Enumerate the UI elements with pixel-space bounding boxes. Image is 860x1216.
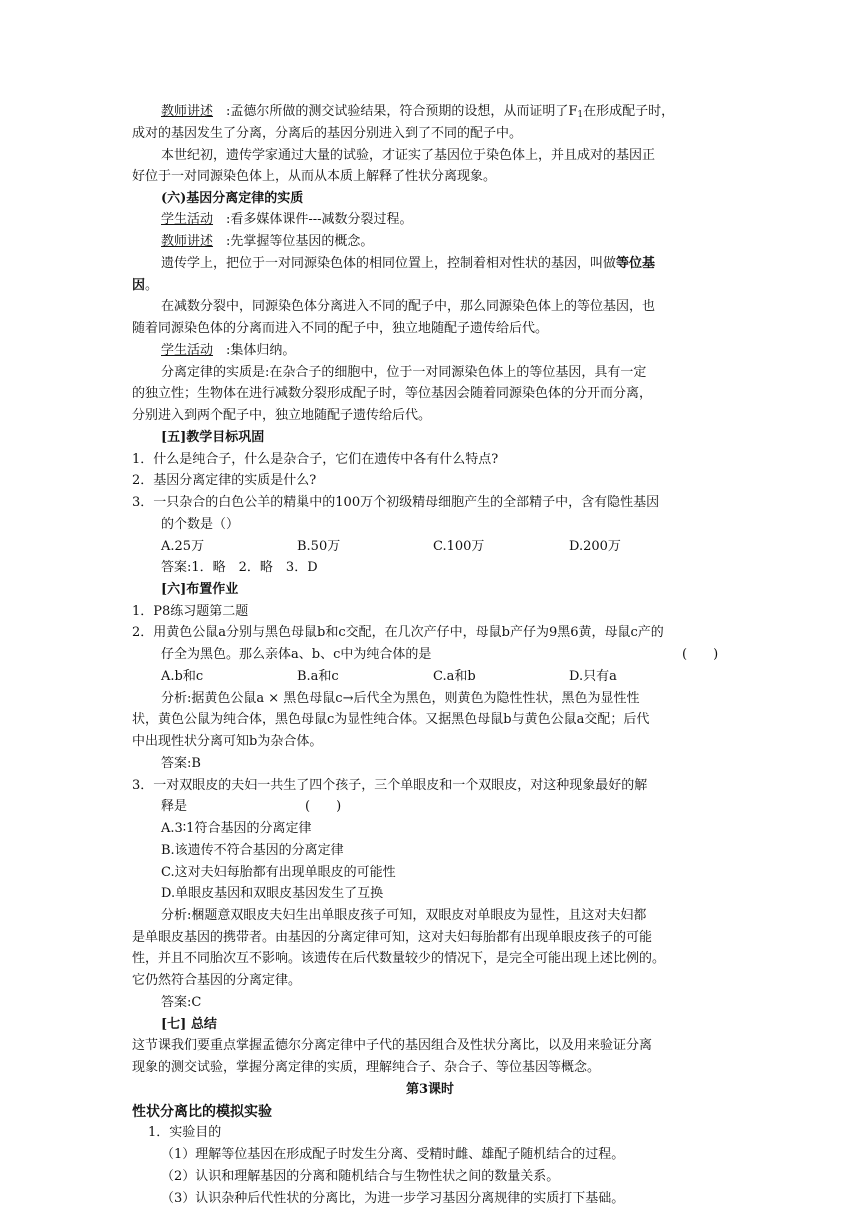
text-span: 分别进入到两个配子中，独立地随配子遗传给后代。 — [132, 408, 432, 423]
heading-text: 性状分离比的模拟实验 — [132, 1104, 272, 1120]
text-span: 状，黄色公鼠为纯合体，黑色母鼠c为显性纯合体。又据黑色母鼠b与黄色公鼠a交配；后代 — [132, 712, 650, 727]
answer-bracket: ( ) — [305, 799, 342, 814]
text-span: 1．P8练习题第二题 — [132, 604, 249, 619]
text-span: 。 — [145, 278, 159, 293]
text-span: 2．用黄色公鼠a分别与黑色母鼠b和c交配，在几次产仔中，母鼠b产仔为9黑6黄，母鼠c产的 — [132, 625, 664, 640]
text-span: 3．一对双眼皮的夫妇一共生了四个孩子，三个单眼皮和一个双眼皮，对这种现象最好的解 — [132, 778, 648, 793]
text-span: 随着同源染色体的分离而进入不同的配子中，独立地随配子遗传给后代。 — [132, 321, 549, 336]
option-b: B.该遗传不符合基因的分离定律 — [161, 843, 344, 858]
option-a: A.b和c — [161, 669, 204, 684]
answer-text: 答案:1．略 2．略 3．D — [161, 560, 318, 575]
text-span: 性，并且不同胎次互不影响。该遗传在后代数量较少的情况下，是完全可能出现上述比例的。 — [132, 951, 666, 966]
option-a: A.25万 — [161, 539, 205, 554]
text-span: 的独立性；生物体在进行减数分裂形成配子时，等位基因会随着同源染色体的分开而分离， — [132, 386, 653, 401]
option-c: C.这对夫妇每胎都有出现单眼皮的可能性 — [161, 865, 396, 880]
text-span: 成对的基因发生了分离，分离后的基因分别进入到了不同的配子中。 — [132, 126, 523, 141]
option-d: D.只有a — [569, 669, 617, 684]
text-span: 中出现性状分离可知b为杂合体。 — [132, 734, 323, 749]
option-d: D.单眼皮基因和双眼皮基因发生了互换 — [161, 886, 384, 901]
text-span: :孟德尔所做的测交试验结果，符合预期的设想，从而证明了F — [226, 104, 578, 119]
text-span: 的个数是（） — [161, 517, 240, 532]
text-span: 1．什么是纯合子，什么是杂合子，它们在遗传中各有什么特点? — [132, 452, 499, 467]
heading-text: [六]布置作业 — [161, 582, 239, 597]
text-span: 1．实验目的 — [148, 1125, 222, 1140]
text-span: 分离定律的实质是:在杂合子的细胞中，位于一对同源染色体上的等位基因，具有一定 — [161, 365, 647, 380]
heading-text: [五]教学目标巩固 — [161, 430, 265, 445]
label-student-activity: 学生活动 — [161, 343, 214, 358]
option-c: C.a和b — [433, 669, 476, 684]
text-span: 这节课我们要重点掌握孟德尔分离定律中子代的基因组合及性状分离比，以及用来验证分离 — [132, 1038, 653, 1053]
text-span: 3．一只杂合的白色公羊的精巢中的100万个初级精母细胞产生的全部精子中，含有隐性基因 — [132, 495, 660, 510]
text-span: （3）认识杂种后代性状的分离比，为进一步学习基因分离规律的实质打下基础。 — [161, 1191, 625, 1206]
lesson-heading — [0, 1081, 860, 1099]
heading-text: 第3课时 — [405, 1082, 455, 1097]
text-span: 仔全为黑色。那么亲体a、b、c中为纯合体的是 — [161, 647, 432, 662]
text-span: 分析:据黄色公鼠a × 黑色母鼠c→后代全为黑色，则黄色为隐性性状，黑色为显性性 — [161, 691, 640, 706]
text-span: :看多媒体课件---减数分裂过程。 — [226, 212, 413, 227]
text-span: 分析:梱题意双眼皮夫妇生出单眼皮孩子可知，双眼皮对单眼皮为显性，且这对夫妇都 — [161, 908, 647, 923]
option-c: C.100万 — [433, 539, 485, 554]
term-bold: 等位基 — [616, 256, 656, 271]
answer-bracket: ( ) — [682, 647, 719, 662]
subscript: 1 — [577, 110, 584, 120]
label-student-activity: 学生活动 — [161, 212, 214, 227]
answer-text: 答案:B — [161, 756, 201, 771]
label-teacher-narration: 教师讲述 — [161, 104, 214, 119]
text-span: （1）理解等位基因在形成配子时发生分离、受精时雌、雄配子随机结合的过程。 — [161, 1147, 625, 1162]
text-span: 释是 — [161, 799, 188, 814]
text-span: 在减数分裂中，同源染色体分离进入不同的配子中，那么同源染色体上的等位基因，也 — [161, 299, 656, 314]
text-span: 本世纪初，遗传学家通过大量的试验，才证实了基因位于染色体上，并且成对的基因正 — [161, 148, 656, 163]
text-span: 现象的测交试验，掌握分离定律的实质，理解纯合子、杂合子、等位基因等概念。 — [132, 1060, 601, 1075]
text-span: 它仍然符合基因的分离定律。 — [132, 973, 302, 988]
answer-text: 答案:C — [161, 995, 202, 1010]
text-span: :集体归纳。 — [226, 343, 296, 358]
option-a: A.3∶1符合基因的分离定律 — [161, 821, 312, 836]
term-bold: 因 — [132, 278, 146, 293]
label-teacher-narration: 教师讲述 — [161, 234, 214, 249]
heading-text: (六)基因分离定律的实质 — [161, 191, 304, 206]
text-span: :先掌握等位基因的概念。 — [226, 234, 374, 249]
text-span: 好位于一对同源染色体上，从而从本质上解释了性状分离现象。 — [132, 169, 497, 184]
text-span: （2）认识和理解基因的分离和随机结合与生物性状之间的数量关系。 — [161, 1169, 560, 1184]
option-d: D.200万 — [569, 539, 621, 554]
heading-text: [七] 总结 — [161, 1017, 217, 1032]
option-b: B.a和c — [297, 669, 339, 684]
text-span: 2．基因分离定律的实质是什么? — [132, 473, 317, 488]
text-span: 是单眼皮基因的携带者。由基因的分离定律可知，这对夫妇每胎都有出现单眼皮孩子的可能 — [132, 930, 653, 945]
option-b: B.50万 — [297, 539, 341, 554]
text-span: 在形成配子时， — [583, 104, 675, 119]
text-span: 遗传学上，把位于一对同源染色体的相同位置上，控制着相对性状的基因，叫做 — [161, 256, 617, 271]
